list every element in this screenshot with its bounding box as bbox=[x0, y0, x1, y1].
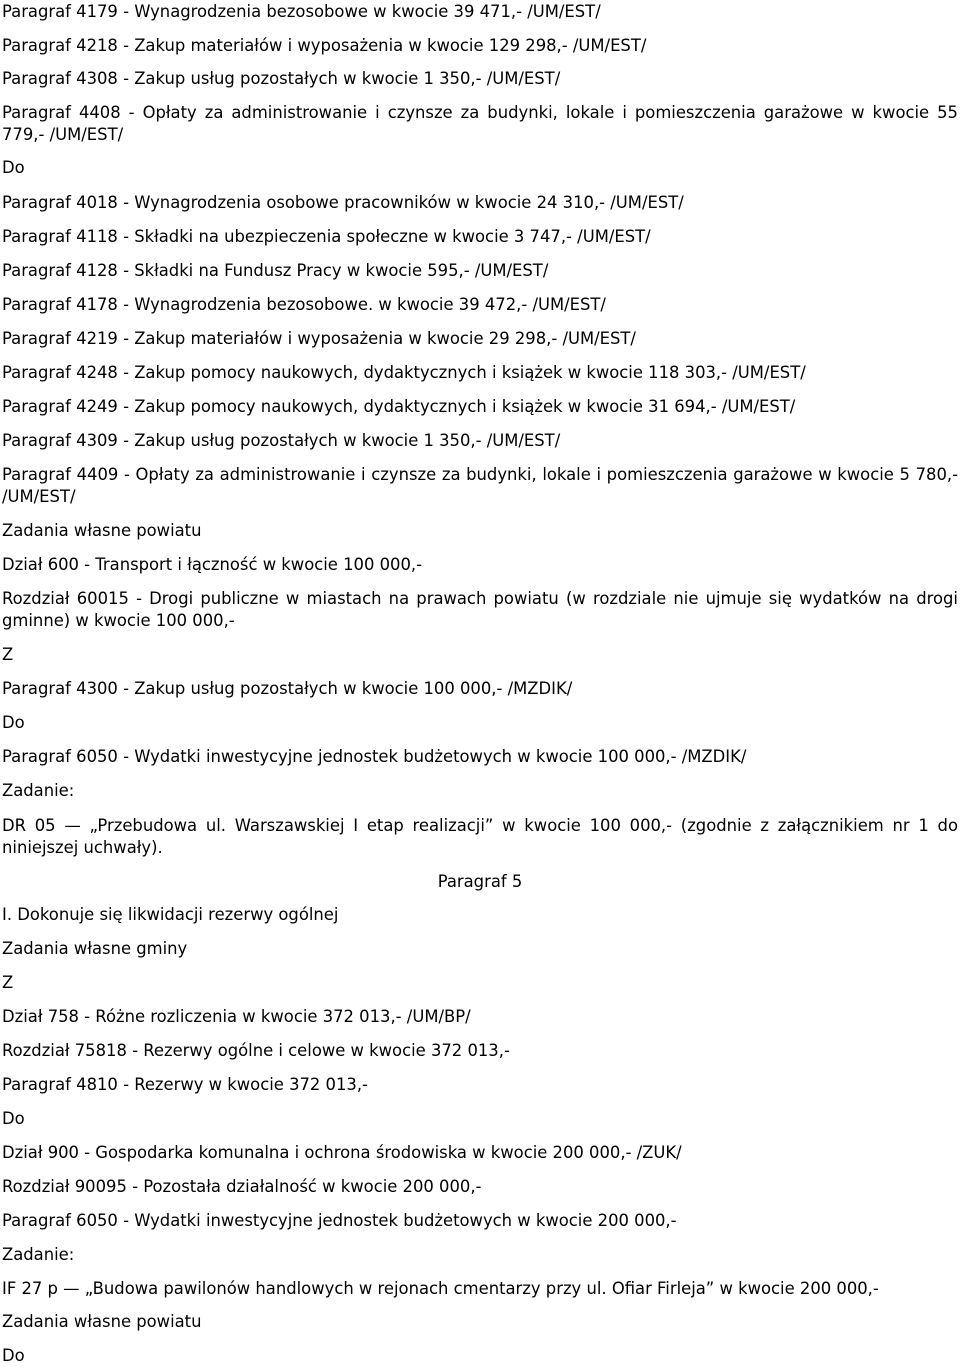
heading-zadania-wlasne-powiatu: Zadania własne powiatu bbox=[2, 521, 202, 540]
line-paragraf-4810: Paragraf 4810 - Rezerwy w kwocie 372 013,- bbox=[2, 1075, 368, 1094]
line-paragraf-4128: Paragraf 4128 - Składki na Fundusz Pracy w kwocie 595,- /UM/EST/ bbox=[2, 261, 549, 280]
section-heading-paragraf-5: Paragraf 5 bbox=[437, 872, 523, 891]
line-z: Z bbox=[2, 973, 14, 992]
line-do: Do bbox=[2, 713, 25, 732]
line-paragraf-4308: Paragraf 4308 - Zakup usług pozostałych w kwocie 1 350,- /UM/EST/ bbox=[2, 69, 561, 88]
line-dr-05: DR 05 — „Przebudowa ul. Warszawskiej I etap realizacji” w kwocie 100 000,- (zgodnie z załącznikiem nr 1 do niniejszej uchwały). bbox=[2, 816, 958, 857]
line-rozdzial-90095: Rozdział 90095 - Pozostała działalność w kwocie 200 000,- bbox=[2, 1177, 482, 1196]
line-paragraf-4300: Paragraf 4300 - Zakup usług pozostałych w kwocie 100 000,- /MZDIK/ bbox=[2, 679, 573, 698]
line-paragraf-4118: Paragraf 4118 - Składki na ubezpieczenia społeczne w kwocie 3 747,- /UM/EST/ bbox=[2, 227, 651, 246]
label-zadanie: Zadanie: bbox=[2, 781, 75, 800]
line-rozdzial-60015: Rozdział 60015 - Drogi publiczne w miastach na prawach powiatu (w rozdziale nie ujmuje się wydatków na drogi gminne) w kwocie 100 000,- bbox=[2, 589, 958, 630]
line-z: Z bbox=[2, 645, 14, 664]
line-rozdzial-75818: Rozdział 75818 - Rezerwy ogólne i celowe w kwocie 372 013,- bbox=[2, 1041, 510, 1060]
line-paragraf-4179: Paragraf 4179 - Wynagrodzenia bezosobowe w kwocie 39 471,- /UM/EST/ bbox=[2, 2, 601, 21]
line-do: Do bbox=[2, 158, 25, 177]
line-paragraf-4218: Paragraf 4218 - Zakup materiałów i wyposażenia w kwocie 129 298,- /UM/EST/ bbox=[2, 36, 647, 55]
line-paragraf-4409: Paragraf 4409 - Opłaty za administrowanie i czynsze za budynki, lokale i pomieszczenia garażowe w kwocie 5 780,- /UM/EST/ bbox=[2, 465, 958, 506]
line-if-27-p: IF 27 p — „Budowa pawilonów handlowych w rejonach cmentarzy przy ul. Ofiar Firleja” w kwocie 200 000,- bbox=[2, 1279, 879, 1298]
line-paragraf-4249: Paragraf 4249 - Zakup pomocy naukowych, dydaktycznych i książek w kwocie 31 694,- /UM/EST/ bbox=[2, 397, 796, 416]
line-dzial-600: Dział 600 - Transport i łączność w kwocie 100 000,- bbox=[2, 555, 422, 574]
heading-zadania-wlasne-powiatu: Zadania własne powiatu bbox=[2, 1312, 202, 1331]
line-paragraf-4178: Paragraf 4178 - Wynagrodzenia bezosobowe. w kwocie 39 472,- /UM/EST/ bbox=[2, 295, 606, 314]
line-paragraf-6050: Paragraf 6050 - Wydatki inwestycyjne jednostek budżetowych w kwocie 100 000,- /MZDIK/ bbox=[2, 747, 747, 766]
line-do: Do bbox=[2, 1109, 25, 1128]
heading-zadania-wlasne-gminy: Zadania własne gminy bbox=[2, 939, 188, 958]
line-dzial-758: Dział 758 - Różne rozliczenia w kwocie 372 013,- /UM/BP/ bbox=[2, 1007, 471, 1026]
line-paragraf-4219: Paragraf 4219 - Zakup materiałów i wyposażenia w kwocie 29 298,- /UM/EST/ bbox=[2, 329, 636, 348]
line-paragraf-4018: Paragraf 4018 - Wynagrodzenia osobowe pracowników w kwocie 24 310,- /UM/EST/ bbox=[2, 193, 684, 212]
line-paragraf-4408: Paragraf 4408 - Opłaty za administrowanie i czynsze za budynki, lokale i pomieszczenia garażowe w kwocie 55 779,- /UM/EST/ bbox=[2, 103, 958, 144]
line-do: Do bbox=[2, 1346, 25, 1365]
line-dzial-900: Dział 900 - Gospodarka komunalna i ochrona środowiska w kwocie 200 000,- /ZUK/ bbox=[2, 1143, 682, 1162]
line-paragraf-6050: Paragraf 6050 - Wydatki inwestycyjne jednostek budżetowych w kwocie 200 000,- bbox=[2, 1211, 677, 1230]
line-paragraf-4248: Paragraf 4248 - Zakup pomocy naukowych, dydaktycznych i książek w kwocie 118 303,- /UM/EST/ bbox=[2, 363, 806, 382]
label-zadanie: Zadanie: bbox=[2, 1245, 75, 1264]
line-likwidacja-rezerwy: I. Dokonuje się likwidacji rezerwy ogólnej bbox=[2, 905, 339, 924]
line-paragraf-4309: Paragraf 4309 - Zakup usług pozostałych w kwocie 1 350,- /UM/EST/ bbox=[2, 431, 561, 450]
